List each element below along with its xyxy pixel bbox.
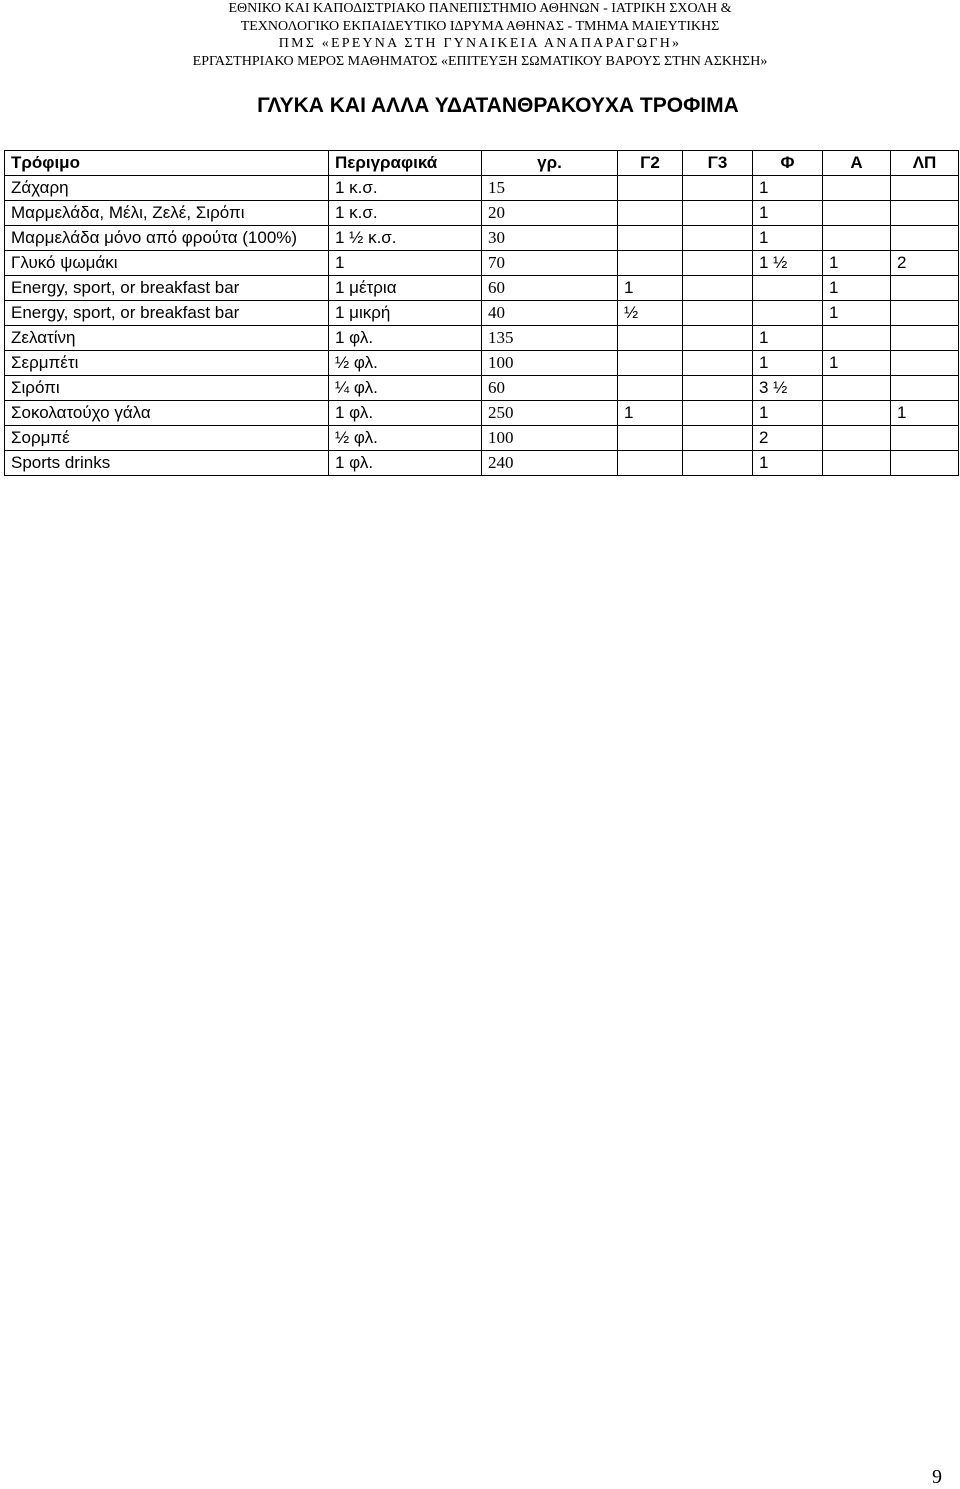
column-header: Γ2	[618, 151, 683, 176]
table-cell	[891, 351, 959, 376]
table-cell	[683, 301, 753, 326]
table-cell: 3 ½	[753, 376, 823, 401]
table-cell: 15	[482, 176, 618, 201]
column-header: Περιγραφικά	[329, 151, 482, 176]
column-header: γρ.	[482, 151, 618, 176]
table-cell: 1 μέτρια	[329, 276, 482, 301]
table-cell: 1	[753, 176, 823, 201]
table-row	[5, 226, 959, 251]
table-cell	[683, 326, 753, 351]
table-cell	[753, 301, 823, 326]
table-cell: 1 ½ κ.σ.	[329, 226, 482, 251]
table-cell	[891, 326, 959, 351]
table-cell: 1 φλ.	[329, 451, 482, 476]
table-cell: 1	[753, 401, 823, 426]
table-cell	[618, 201, 683, 226]
table-cell	[891, 376, 959, 401]
table-cell: Sports drinks	[5, 451, 329, 476]
table-cell: Energy, sport, or breakfast bar	[5, 301, 329, 326]
table-cell: 20	[482, 201, 618, 226]
table-cell	[891, 451, 959, 476]
table-cell: 1	[823, 251, 891, 276]
table-cell: 1	[753, 351, 823, 376]
table-cell	[891, 201, 959, 226]
table-cell: Ζελατίνη	[5, 326, 329, 351]
table-cell: 1	[823, 301, 891, 326]
table-cell: 1	[753, 451, 823, 476]
table-cell: Ζάχαρη	[5, 176, 329, 201]
table-cell	[891, 176, 959, 201]
table-cell: Μαρμελάδα μόνο από φρούτα (100%)	[5, 226, 329, 251]
table-cell: 1	[753, 201, 823, 226]
table-cell: 1	[891, 401, 959, 426]
table-cell	[683, 276, 753, 301]
column-header: Φ	[753, 151, 823, 176]
table-cell	[823, 201, 891, 226]
table-row	[5, 426, 959, 451]
table-row	[5, 276, 959, 301]
table-cell: 100	[482, 351, 618, 376]
table-row	[5, 251, 959, 276]
table-cell: 1	[753, 326, 823, 351]
table-cell: 1 κ.σ.	[329, 176, 482, 201]
table-cell	[683, 376, 753, 401]
table-cell	[823, 426, 891, 451]
food-table	[4, 150, 959, 476]
table-cell	[618, 426, 683, 451]
table-row	[5, 451, 959, 476]
document-header	[0, 0, 960, 70]
table-cell	[823, 326, 891, 351]
column-header: Α	[823, 151, 891, 176]
table-cell	[891, 301, 959, 326]
table-cell: 1 φλ.	[329, 326, 482, 351]
table-cell	[683, 226, 753, 251]
table-cell: Σοκολατούχο γάλα	[5, 401, 329, 426]
column-header: ΛΠ	[891, 151, 959, 176]
table-cell: 60	[482, 376, 618, 401]
table-cell: 250	[482, 401, 618, 426]
table-row	[5, 351, 959, 376]
table-cell	[683, 401, 753, 426]
header-line-institute: ΤΕΧΝΟΛΟΓΙΚΟ ΕΚΠΑΙΔΕΥΤΙΚΟ ΙΔΡΥΜΑ ΑΘΗΝΑΣ - ΤΜΗΜΑ ΜΑΙΕΥΤΙΚΗΣ	[240, 18, 720, 34]
table-cell: Energy, sport, or breakfast bar	[5, 276, 329, 301]
table-cell	[683, 251, 753, 276]
column-header: Τρόφιμο	[5, 151, 329, 176]
column-header: Γ3	[683, 151, 753, 176]
table-cell: ½ φλ.	[329, 426, 482, 451]
table-cell: Μαρμελάδα, Μέλι, Ζελέ, Σιρόπι	[5, 201, 329, 226]
table-cell: 1	[329, 251, 482, 276]
table-cell: 2	[753, 426, 823, 451]
table-cell: 1	[618, 276, 683, 301]
table-cell	[683, 176, 753, 201]
table-cell	[891, 276, 959, 301]
table-cell	[618, 176, 683, 201]
table-cell: Σερμπέτι	[5, 351, 329, 376]
table-cell: 1 μικρή	[329, 301, 482, 326]
table-cell: 30	[482, 226, 618, 251]
table-cell: 1	[823, 276, 891, 301]
table-cell: 1 ½	[753, 251, 823, 276]
table-cell	[683, 201, 753, 226]
table-cell: 70	[482, 251, 618, 276]
table-cell	[891, 226, 959, 251]
header-line-course: ΕΡΓΑΣΤΗΡΙΑΚΟ ΜΕΡΟΣ ΜΑΘΗΜΑΤΟΣ «ΕΠΙΤΕΥΞΗ ΣΩΜΑΤΙΚΟΥ ΒΑΡΟΥΣ ΣΤΗΝ ΑΣΚΗΣΗ»	[192, 53, 768, 69]
table-cell: ¼ φλ.	[329, 376, 482, 401]
table-cell: 2	[891, 251, 959, 276]
table-cell	[753, 276, 823, 301]
table-cell	[823, 401, 891, 426]
table-cell: ½ φλ.	[329, 351, 482, 376]
table-cell: 1 φλ.	[329, 401, 482, 426]
table-cell: 1	[823, 351, 891, 376]
table-row	[5, 326, 959, 351]
table-cell	[618, 351, 683, 376]
table-header-row	[5, 151, 959, 176]
table-cell	[618, 226, 683, 251]
table-row	[5, 376, 959, 401]
table-cell	[683, 451, 753, 476]
table-cell: Γλυκό ψωμάκι	[5, 251, 329, 276]
table-cell	[683, 426, 753, 451]
table-cell: 1	[753, 226, 823, 251]
table-cell: ½	[618, 301, 683, 326]
table-cell: Σορμπέ	[5, 426, 329, 451]
table-cell: 135	[482, 326, 618, 351]
table-cell	[618, 451, 683, 476]
table-cell	[618, 251, 683, 276]
table-cell: 240	[482, 451, 618, 476]
table-row	[5, 176, 959, 201]
table-cell	[823, 376, 891, 401]
table-cell	[823, 176, 891, 201]
table-cell	[618, 326, 683, 351]
table-cell: 100	[482, 426, 618, 451]
header-line-program: ΠΜΣ «ΕΡΕΥΝΑ ΣΤΗ ΓΥΝΑΙΚΕΙΑ ΑΝΑΠΑΡΑΓΩΓΗ»	[278, 36, 682, 51]
table-cell	[683, 351, 753, 376]
table-row	[5, 401, 959, 426]
table-cell: Σιρόπι	[5, 376, 329, 401]
header-line-university: ΕΘΝΙΚΟ ΚΑΙ ΚΑΠΟΔΙΣΤΡΙΑΚΟ ΠΑΝΕΠΙΣΤΗΜΙΟ ΑΘΗΝΩΝ - ΙΑΤΡΙΚΗ ΣΧΟΛΗ &	[228, 1, 732, 16]
table-cell: 1	[618, 401, 683, 426]
table-cell: 40	[482, 301, 618, 326]
table-row	[5, 201, 959, 226]
table-cell: 60	[482, 276, 618, 301]
table-cell	[618, 376, 683, 401]
table-cell	[823, 226, 891, 251]
table-cell: 1 κ.σ.	[329, 201, 482, 226]
page-number: 9	[932, 1466, 942, 1488]
table-cell	[823, 451, 891, 476]
page-title: ΓΛΥΚΑ ΚΑΙ ΑΛΛΑ ΥΔΑΤΑΝΘΡΑΚΟΥΧΑ ΤΡΟΦΙΜΑ	[257, 94, 739, 117]
table-cell	[891, 426, 959, 451]
table-row	[5, 301, 959, 326]
